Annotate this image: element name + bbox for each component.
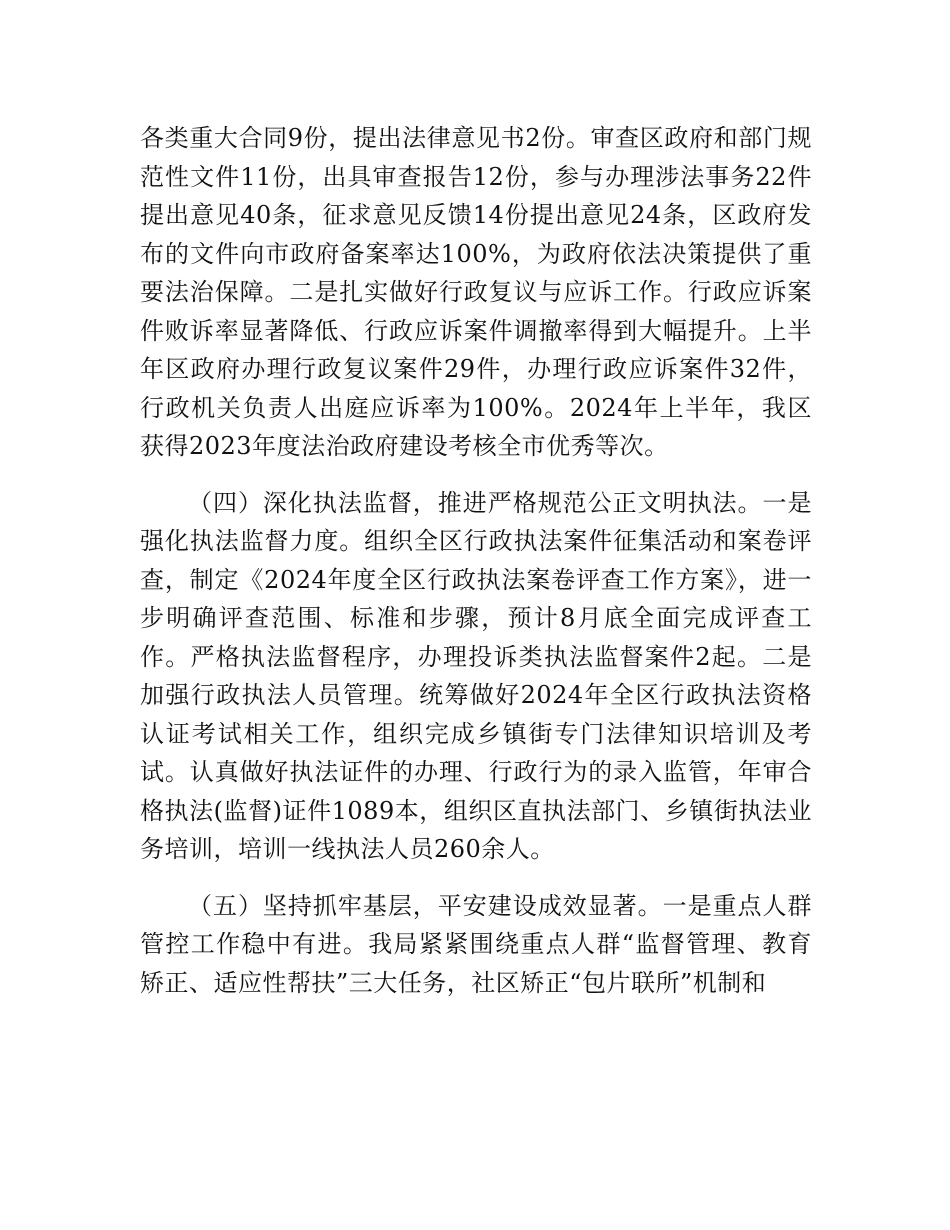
paragraph-legal-review: 各类重大合同9份，提出法律意见书2份。审查区政府和部门规范性文件11份，出具审查报告12份，参与办理涉法事务22件提出意见40条，征求意见反馈14份提出意见24条，区政府发布的文件向市政府备案率达100%，为政府依法决策提供了重要法治保障。二是扎实做好行政复议与应诉工作。行政应诉案件败诉率显著降低、行政应诉案件调撤率得到大幅提升。上半年区政府办理行政复议案件29件，办理行政应诉案件32件，行政机关负责人出庭应诉率为100%。2024年上半年，我区获得2023年度法治政府建设考核全市优秀等次。 [140,124,812,460]
document-body [140,119,812,1002]
paragraph-section-4-enforcement-supervision: （四）深化执法监督，推进严格规范公正文明执法。一是强化执法监督力度。组织全区行政执法案件征集活动和案卷评查，制定《2024年度全区行政执法案卷评查工作方案》，进一步明确评查范围、标准和步骤，预计8月底全面完成评查工作。严格执法监督程序，办理投诉类执法监督案件2起。二是加强行政执法人员管理。统筹做好2024年全区行政执法资格认证考试相关工作，组织完成乡镇街专门法律知识培训及考试。认真做好执法证件的办理、行政行为的录入监管，年审合格执法(监督)证件1089本，组织区直执法部门、乡镇街执法业务培训，培训一线执法人员260余人。 [140,488,812,863]
paragraph-section-5-grassroots-safety: （五）坚持抓牢基层，平安建设成效显著。一是重点人群管控工作稳中有进。我局紧紧围绕重点人群“监督管理、教育矫正、适应性帮扶”三大任务，社区矫正“包片联所”机制和 [140,891,812,997]
